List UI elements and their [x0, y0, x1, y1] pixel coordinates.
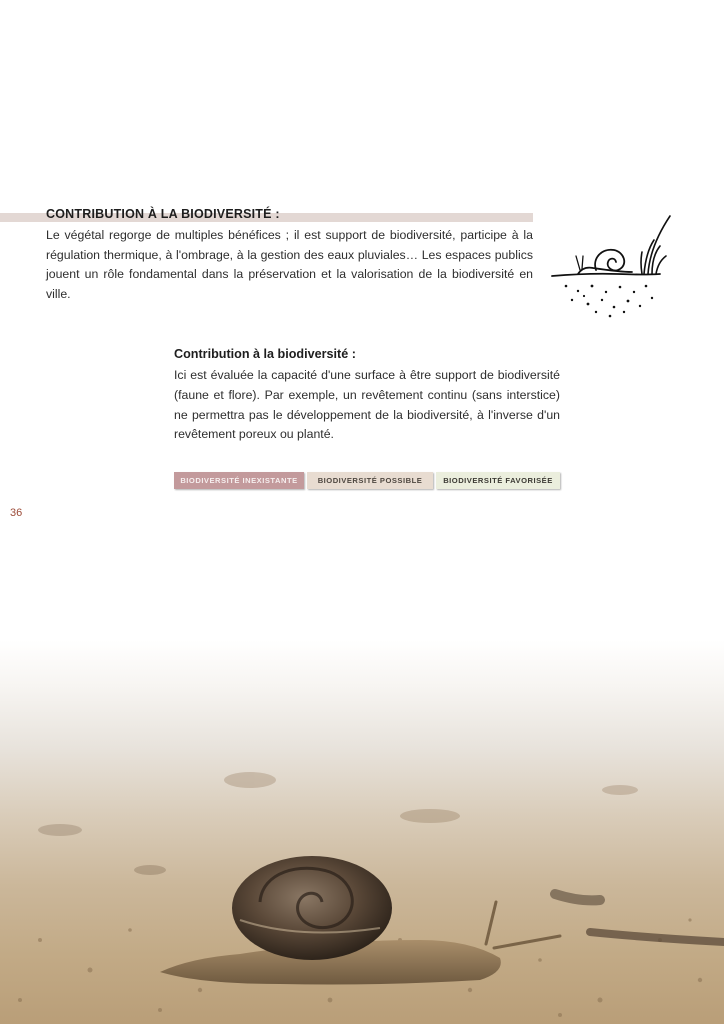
page-number: 36 [10, 507, 23, 519]
criterion-title: Contribution à la biodiversité : [174, 347, 356, 361]
snail-grass-soil-sketch-icon [548, 212, 678, 322]
intro-paragraph: Le végétal regorge de multiples bénéfices ; il est support de biodiversité, participe à la régulation thermique, à l'ombrage, à la gestion des eaux pluviales… Les espaces publics jouent un rôle fondamental dans la préservation et la valorisation de la biodiversité en ville. [46, 228, 533, 301]
criterion-description: Ici est évaluée la capacité d'une surface à être support de biodiversité (faune et flore). Par exemple, un revêtement continu (sans interstice) ne permettra pas le développement de la biodiversité, à l'inverse d'un revêtement poreux ou planté. [174, 368, 560, 442]
snail-on-sand-photo [0, 640, 724, 1024]
legend-chip-possible: BIODIVERSITÉ POSSIBLE [307, 472, 433, 489]
legend-chip-inexistante: BIODIVERSITÉ INEXISTANTE [174, 472, 304, 489]
biodiversity-legend [174, 472, 560, 489]
legend-chip-favorisee: BIODIVERSITÉ FAVORISÉE [436, 472, 560, 489]
section-heading: CONTRIBUTION À LA BIODIVERSITÉ : [46, 207, 280, 221]
